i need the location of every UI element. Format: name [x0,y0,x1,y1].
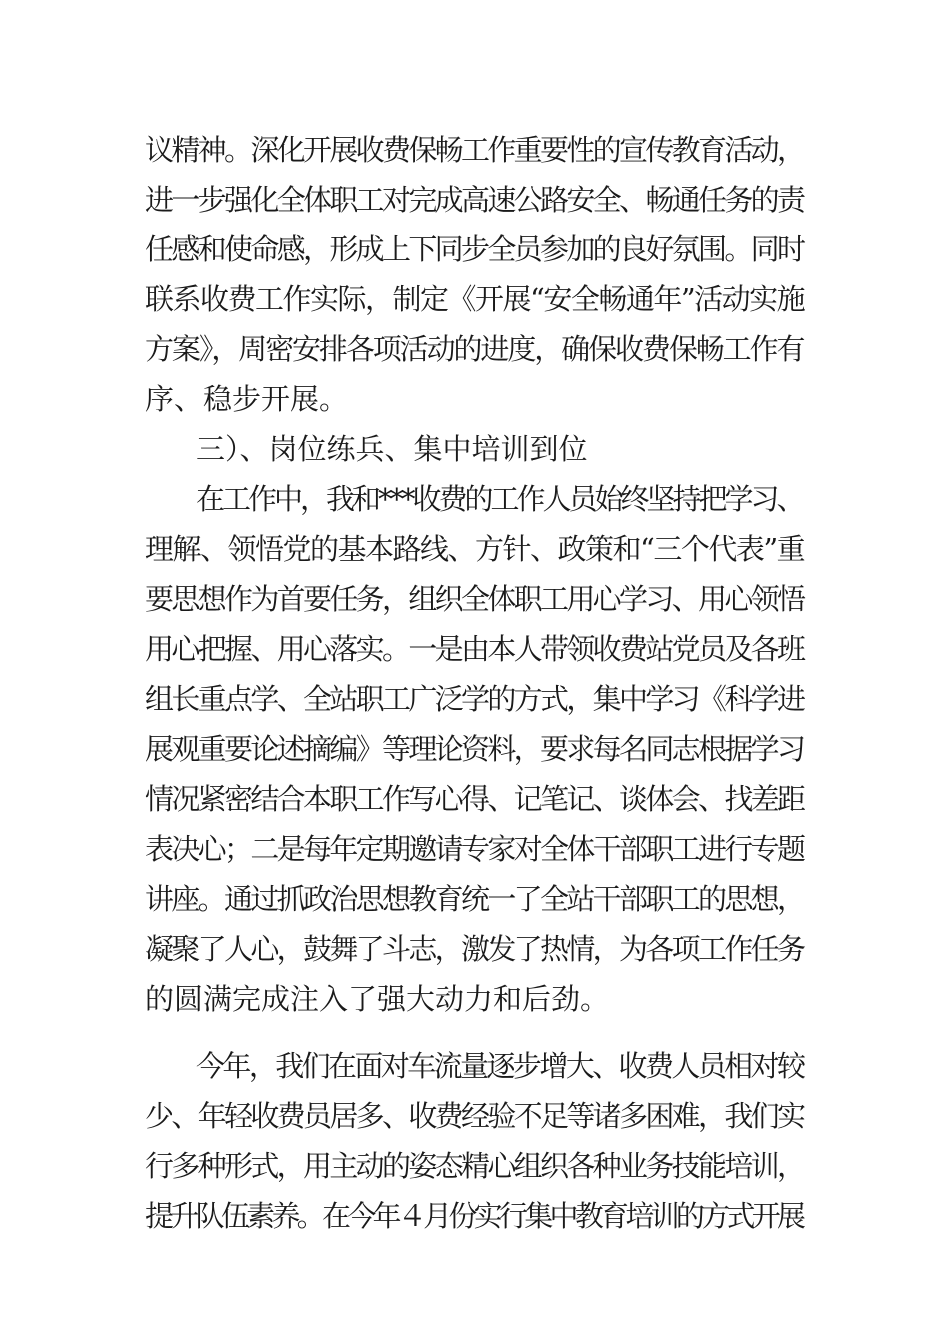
text-line: 行多种形式，用主动的姿态精心组织各种业务技能培训， [145,1149,804,1183]
text-line: 在工作中，我和***收费的工作人员始终坚持把学习、 [196,482,803,516]
text-line: 讲座。通过抓政治思想教育统一了全站干部职工的思想， [145,882,804,916]
text-line: 组长重点学、全站职工广泛学的方式，集中学习《科学进 [145,682,804,716]
text-line: 凝聚了人心，鼓舞了斗志，激发了热情，为各项工作任务 [145,932,804,966]
text-line: 表决心；二是每年定期邀请专家对全体干部职工进行专题 [145,832,804,866]
text-line: 任感和使命感，形成上下同步全员参加的良好氛围。同时 [145,232,804,266]
text-line: 序、稳步开展。 [145,382,349,416]
section-heading: 三）、岗位练兵、集中培训到位 [196,432,588,466]
text-line: 情况紧密结合本职工作写心得、记笔记、谈体会、找差距 [145,782,804,816]
text-line: 理解、领悟党的基本路线、方针、政策和“三个代表”重 [145,532,805,566]
text-line: 要思想作为首要任务，组织全体职工用心学习、用心领悟 [145,582,804,616]
text-line: 展观重要论述摘编》等理论资料，要求每名同志根据学习 [145,732,804,766]
text-line: 方案》，周密安排各项活动的进度，确保收费保畅工作有 [145,332,804,366]
text-line: 联系收费工作实际，制定《开展“安全畅通年”活动实施 [145,282,805,316]
text-line: 议精神。深化开展收费保畅工作重要性的宣传教育活动， [145,133,804,167]
text-line: 今年，我们在面对车流量逐步增大、收费人员相对较 [196,1049,804,1083]
text-line: 少、年轻收费员居多、收费经验不足等诸多困难，我们实 [145,1099,804,1133]
text-line: 的圆满完成注入了强大动力和后劲。 [145,982,610,1016]
text-line: 提升队伍素养。在今年４月份实行集中教育培训的方式开展 [145,1199,803,1233]
text-line: 进一步强化全体职工对完成高速公路安全、畅通任务的责 [145,183,804,217]
text-line: 用心把握、用心落实。一是由本人带领收费站党员及各班 [145,632,804,666]
